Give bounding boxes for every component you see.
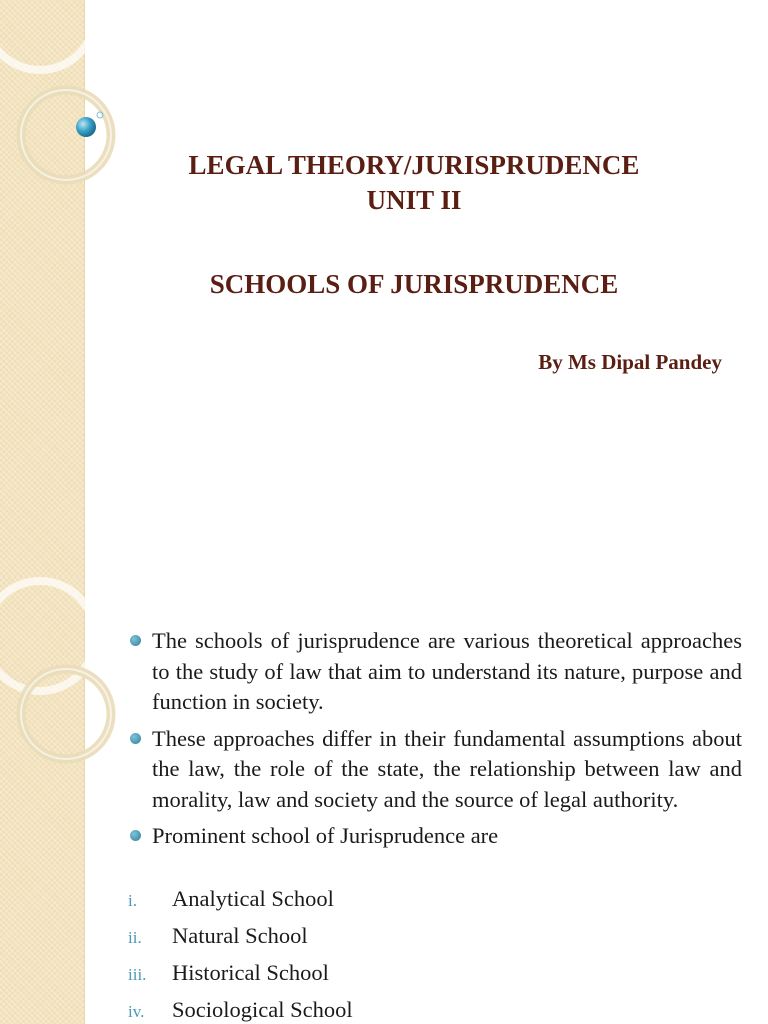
bullet-dot-icon [130, 635, 141, 646]
content-slide [0, 576, 768, 1024]
list-number: iv. [128, 1002, 145, 1021]
list-item: Prominent school of Jurisprudence are [128, 821, 742, 852]
author-byline: By Ms Dipal Pandey [538, 350, 722, 374]
list-item: These approaches differ in their fundamental assumptions about the law, the role of the state, the relationship between law and morality, law and society and the source of legal authority. [128, 724, 742, 816]
schools-list [128, 884, 742, 1024]
slide-subtitle: SCHOOLS OF JURISPRUDENCE [209, 269, 619, 299]
list-number: iii. [128, 965, 147, 984]
school-label: Analytical School [172, 886, 334, 911]
slide-unit: UNIT II [366, 185, 462, 215]
bullet-list [128, 626, 742, 858]
slide-title: LEGAL THEORY/JURISPRUDENCE [188, 150, 640, 180]
list-item [128, 995, 742, 1024]
list-item: The schools of jurisprudence are various theoretical approaches to the study of law that aim to understand its nature, purpose and function in society. [128, 626, 742, 718]
school-label: Historical School [172, 960, 329, 985]
bullet-dot-icon [130, 733, 141, 744]
blue-orb-icon [0, 0, 120, 160]
school-label: Natural School [172, 923, 308, 948]
list-item [128, 884, 742, 921]
bullet-dot-icon [130, 830, 141, 841]
list-number: ii. [128, 928, 142, 947]
list-item [128, 958, 742, 995]
school-label: Sociological School [172, 997, 353, 1022]
list-number: i. [128, 891, 137, 910]
list-item [128, 921, 742, 958]
